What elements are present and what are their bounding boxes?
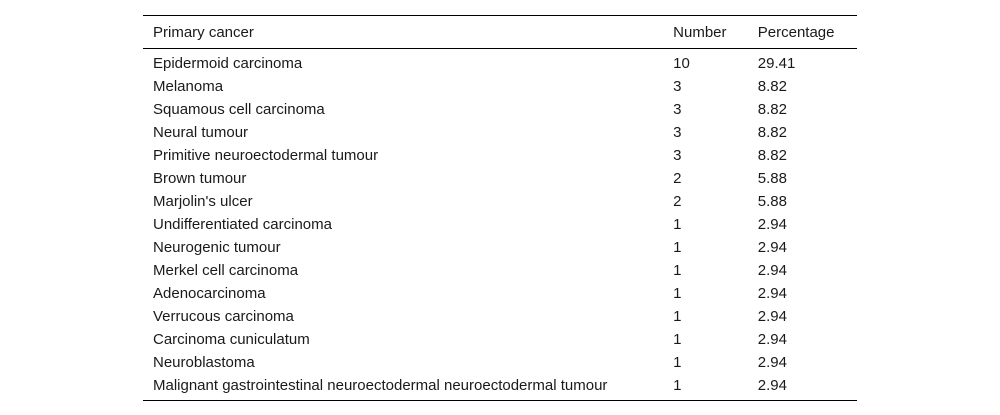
cell-primary-cancer: Melanoma <box>153 78 224 95</box>
cell-primary-cancer: Brown tumour <box>153 170 247 187</box>
cell-percentage: 8.82 <box>757 101 787 118</box>
table-row <box>143 305 857 328</box>
cell-primary-cancer: Verrucous carcinoma <box>153 308 294 325</box>
cell-number: 1 <box>673 354 682 371</box>
cell-primary-cancer: Neural tumour <box>153 124 249 141</box>
cell-percentage: 2.94 <box>757 377 787 394</box>
table-row <box>143 282 857 305</box>
cell-number: 1 <box>673 331 682 348</box>
cell-number: 1 <box>673 377 682 394</box>
table-row <box>143 213 857 236</box>
cell-number: 2 <box>673 170 682 187</box>
cell-percentage: 2.94 <box>757 262 787 279</box>
cell-primary-cancer: Adenocarcinoma <box>153 285 266 302</box>
cell-percentage: 2.94 <box>757 239 787 256</box>
header-number: Number <box>673 23 727 41</box>
cell-percentage: 2.94 <box>757 354 787 371</box>
cell-primary-cancer: Merkel cell carcinoma <box>153 262 299 279</box>
table-row <box>143 144 857 167</box>
table-row <box>143 98 857 121</box>
cell-percentage: 5.88 <box>757 170 787 187</box>
cell-number: 1 <box>673 239 682 256</box>
cell-number: 1 <box>673 285 682 302</box>
cell-primary-cancer: Malignant gastrointestinal neuroectodermal neuroectodermal tumour <box>153 377 608 394</box>
cell-percentage: 8.82 <box>757 124 787 141</box>
cell-primary-cancer: Neurogenic tumour <box>153 239 281 256</box>
cell-percentage: 8.82 <box>757 78 787 95</box>
header-primary-cancer: Primary cancer <box>153 23 254 41</box>
cell-percentage: 2.94 <box>757 285 787 302</box>
cell-number: 1 <box>673 262 682 279</box>
primary-cancer-table-container <box>143 15 857 401</box>
cell-primary-cancer: Neuroblastoma <box>153 354 255 371</box>
cell-percentage: 8.82 <box>757 147 787 164</box>
table-row <box>143 75 857 98</box>
table-row <box>143 328 857 351</box>
cell-number: 3 <box>673 101 682 118</box>
table-row <box>143 374 857 401</box>
table-row <box>143 236 857 259</box>
cell-primary-cancer: Squamous cell carcinoma <box>153 101 325 118</box>
primary-cancer-table <box>143 15 857 401</box>
cell-percentage: 2.94 <box>757 308 787 325</box>
table-row <box>143 167 857 190</box>
table-body <box>143 49 857 401</box>
table-row <box>143 190 857 213</box>
cell-percentage: 2.94 <box>757 216 787 233</box>
table-row <box>143 121 857 144</box>
cell-primary-cancer: Carcinoma cuniculatum <box>153 331 310 348</box>
table-row <box>143 259 857 282</box>
cell-percentage: 5.88 <box>757 193 787 210</box>
cell-number: 1 <box>673 216 682 233</box>
cell-primary-cancer: Marjolin's ulcer <box>153 193 253 210</box>
cell-percentage: 2.94 <box>757 331 787 348</box>
header-percentage: Percentage <box>757 23 835 41</box>
table-row <box>143 49 857 76</box>
table-row <box>143 351 857 374</box>
cell-number: 3 <box>673 147 682 164</box>
cell-primary-cancer: Undifferentiated carcinoma <box>153 216 332 233</box>
header-row <box>143 16 857 49</box>
cell-number: 10 <box>673 55 690 72</box>
cell-number: 1 <box>673 308 682 325</box>
cell-number: 3 <box>673 78 682 95</box>
cell-primary-cancer: Primitive neuroectodermal tumour <box>153 147 379 164</box>
cell-primary-cancer: Epidermoid carcinoma <box>153 55 303 72</box>
table-header <box>143 16 857 49</box>
cell-percentage: 29.41 <box>757 55 796 72</box>
cell-number: 3 <box>673 124 682 141</box>
cell-number: 2 <box>673 193 682 210</box>
